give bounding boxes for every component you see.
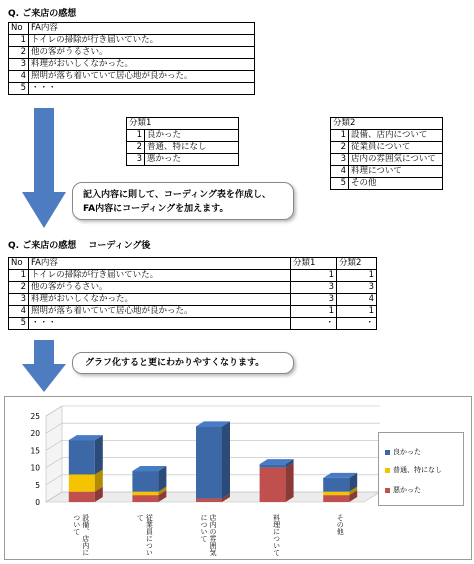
legend-swatch	[385, 488, 390, 493]
bar-segment	[132, 471, 158, 492]
item-no: 5	[331, 178, 349, 190]
header-no: No	[9, 258, 29, 270]
bar-segment	[69, 474, 95, 491]
table-row	[9, 270, 377, 282]
bar-segment	[323, 478, 349, 492]
list-item	[127, 142, 239, 154]
down-arrow-icon	[22, 340, 66, 392]
legend-item-good	[385, 447, 421, 457]
list-item	[127, 130, 239, 142]
header-no: No	[9, 23, 29, 35]
row-c1: 1	[291, 270, 337, 282]
x-tick-label: ついて	[72, 514, 81, 535]
header-fa: FA内容	[29, 258, 291, 270]
x-tick-label: について	[200, 514, 208, 542]
chart-side-wall	[46, 406, 62, 502]
bar-segment	[323, 492, 349, 495]
bar-segment	[260, 464, 286, 467]
row-text: トイレの掃除が行き届いていた。	[29, 35, 255, 47]
row-text: ・・・	[29, 318, 291, 330]
legend-item-neutral	[385, 465, 442, 475]
item-label: その他	[349, 178, 443, 190]
item-label: 店内の雰囲気について	[349, 154, 443, 166]
row-no: 1	[9, 270, 29, 282]
table-row	[9, 306, 377, 318]
row-text: 料理がおいしくなかった。	[29, 59, 255, 71]
item-no: 3	[127, 154, 145, 166]
bar-segment	[323, 495, 349, 502]
callout-graph-line1: グラフ化すると更にわかりやすくなります。	[85, 358, 265, 368]
row-c2: 4	[337, 294, 377, 306]
list-item	[331, 154, 443, 166]
legend-swatch	[385, 450, 390, 455]
item-label: 良かった	[145, 130, 239, 142]
list-item	[127, 154, 239, 166]
list-item	[331, 178, 443, 190]
y-tick-label: 15	[30, 446, 40, 456]
row-no: 1	[9, 35, 29, 47]
chart-legend	[378, 432, 464, 506]
item-no: 1	[127, 130, 145, 142]
row-c2: 1	[337, 270, 377, 282]
row-no: 5	[9, 318, 29, 330]
row-text: 料理がおいしくなかった。	[29, 294, 291, 306]
row-no: 5	[9, 83, 29, 95]
x-tick-label: 従業員につい	[145, 514, 154, 556]
row-c1: 3	[291, 294, 337, 306]
row-no: 3	[9, 59, 29, 71]
bar-segment-side	[286, 463, 294, 502]
legend-item-bad	[385, 485, 421, 495]
bar-segment	[69, 492, 95, 502]
table-row	[9, 294, 377, 306]
item-no: 3	[331, 154, 349, 166]
bar-segment	[196, 426, 222, 498]
down-arrow-icon	[22, 108, 66, 228]
row-text: ・・・	[29, 83, 255, 95]
row-no: 2	[9, 47, 29, 59]
row-no: 4	[9, 71, 29, 83]
row-c1: 1	[291, 306, 337, 318]
y-tick-label: 20	[30, 429, 40, 439]
top-title: Q. ご来店の感想	[8, 9, 77, 19]
item-label: 悪かった	[145, 154, 239, 166]
list-item	[331, 130, 443, 142]
y-tick-label: 0	[35, 498, 40, 507]
row-text: 照明が落ち着いていて居心地が良かった。	[29, 306, 291, 318]
table-row	[9, 71, 255, 83]
header-bunrui2: 分類2	[337, 258, 377, 270]
coded-table-header	[9, 258, 377, 270]
row-text: 他の客がうるさい。	[29, 47, 255, 59]
x-tick-label: その他	[336, 514, 345, 535]
item-label: 普通、特になし	[145, 142, 239, 154]
header-bunrui1: 分類1	[291, 258, 337, 270]
bar-segment	[196, 499, 222, 502]
row-c1: ・	[291, 318, 337, 330]
table-row	[9, 83, 255, 95]
bar-segment	[260, 468, 286, 502]
table-row	[9, 318, 377, 330]
bar-segment-side	[222, 421, 230, 498]
item-no: 2	[331, 142, 349, 154]
bunrui2-title: 分類2	[331, 118, 443, 130]
legend-label: 良かった	[393, 448, 421, 456]
bunrui2-table	[330, 117, 443, 190]
row-no: 3	[9, 294, 29, 306]
item-label: 従業員について	[349, 142, 443, 154]
bar-segment	[132, 495, 158, 502]
y-tick-label: 10	[30, 463, 40, 473]
table-row	[9, 282, 377, 294]
row-c2: 3	[337, 282, 377, 294]
coded-table	[8, 257, 377, 330]
item-label: 料理について	[349, 166, 443, 178]
x-tick-label: 料理について	[272, 514, 281, 556]
fa-table-header	[9, 23, 255, 35]
table-row	[9, 47, 255, 59]
row-no: 2	[9, 282, 29, 294]
row-text: 他の客がうるさい。	[29, 282, 291, 294]
bar-segment-side	[95, 435, 103, 474]
x-tick-label: て	[136, 514, 145, 521]
legend-label: 悪かった	[393, 486, 421, 494]
bar-segment	[132, 492, 158, 495]
legend-label: 普通、特になし	[393, 466, 442, 474]
row-c2: ・	[337, 318, 377, 330]
legend-swatch	[385, 468, 390, 473]
item-no: 1	[331, 130, 349, 142]
row-text: 照明が落ち着いていて居心地が良かった。	[29, 71, 255, 83]
row-c1: 3	[291, 282, 337, 294]
callout-coding-line1: 記入内容に則して、コーディング表を作成し、	[83, 190, 271, 200]
row-no: 4	[9, 306, 29, 318]
y-tick-label: 25	[30, 412, 40, 421]
list-item	[331, 166, 443, 178]
coded-title: Q. ご来店の感想 コーディング後	[8, 241, 151, 251]
header-fa: FA内容	[29, 23, 255, 35]
callout-coding-line2: FA内容にコーディングを加えます。	[83, 204, 229, 214]
x-tick-label: 設備、店内に	[81, 514, 90, 556]
row-text: トイレの掃除が行き届いていた。	[29, 270, 291, 282]
item-no: 4	[331, 166, 349, 178]
callout-graph	[72, 352, 294, 374]
fa-table	[8, 22, 255, 95]
row-c2: 1	[337, 306, 377, 318]
bar-segment	[69, 440, 95, 474]
table-row	[9, 59, 255, 71]
bunrui1-title: 分類1	[127, 118, 239, 130]
table-row	[9, 35, 255, 47]
bunrui1-table	[126, 117, 239, 166]
item-no: 2	[127, 142, 145, 154]
callout-coding	[72, 182, 294, 220]
item-label: 設備、店内について	[349, 130, 443, 142]
list-item	[331, 142, 443, 154]
x-tick-label: 店内の雰囲気	[209, 514, 217, 556]
y-tick-label: 5	[35, 480, 40, 490]
